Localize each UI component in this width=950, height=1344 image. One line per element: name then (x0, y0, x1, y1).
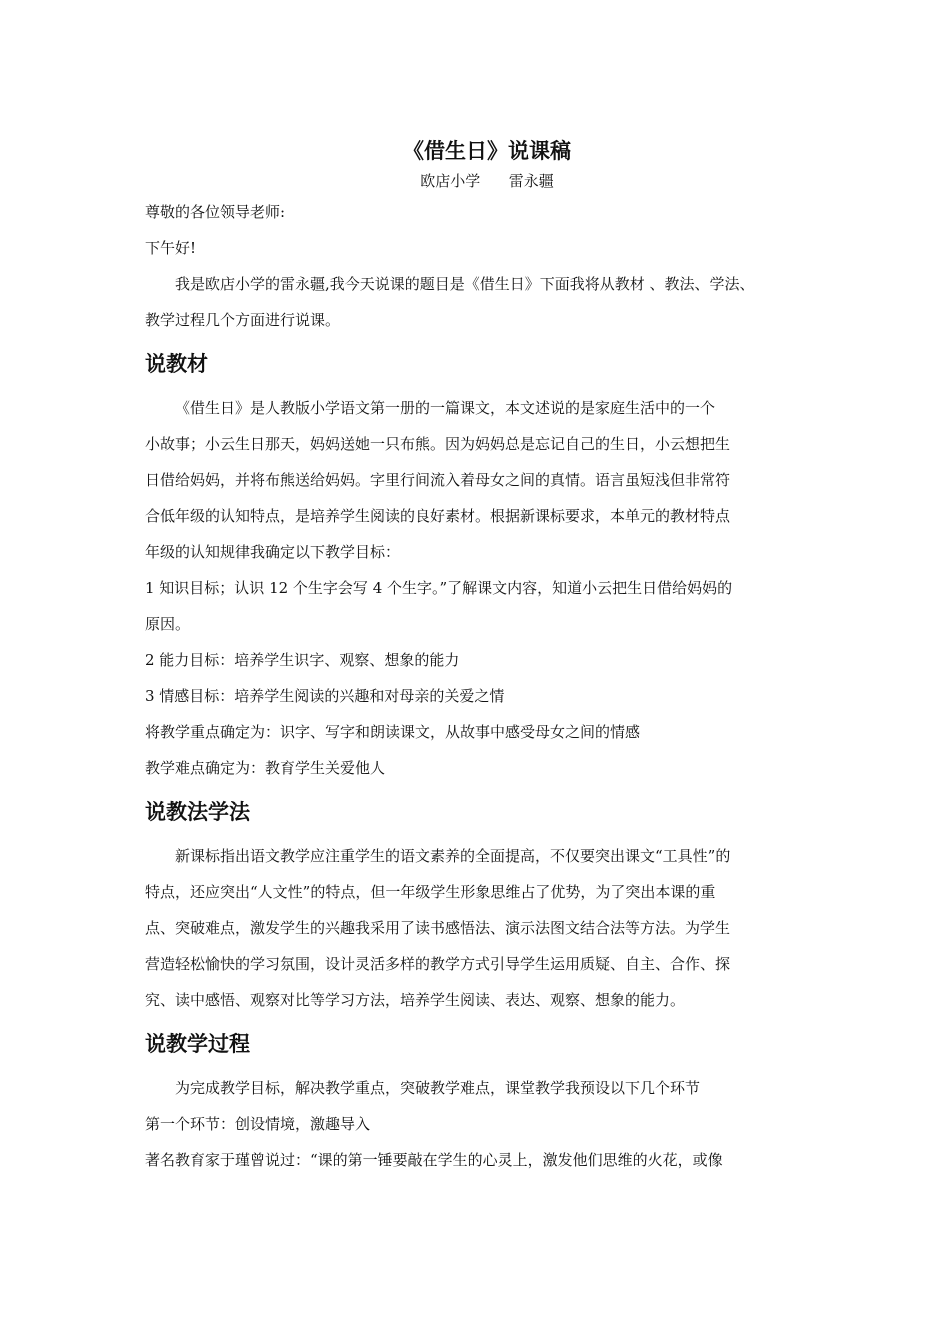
document-byline: 欧店小学 雷永疆 (420, 172, 554, 190)
salutation: 尊敬的各位领导老师: (145, 203, 286, 221)
intro-paragraph-line: 教学过程几个方面进行说课。 (145, 311, 341, 329)
section-line: 为完成教学目标，解决教学重点，突破教学难点，课堂教学我预设以下几个环节 (175, 1079, 701, 1097)
section-line: 特点，还应突出“人文性”的特点，但一年级学生形象思维占了优势，为了突出本课的重 (145, 883, 716, 901)
section-line: 新课标指出语文教学应注重学生的语文素养的全面提高，不仅要突出课文“工具性”的 (175, 847, 731, 865)
document-title: 《借生日》说课稿 (403, 139, 571, 163)
section-heading-process: 说教学过程 (145, 1032, 250, 1056)
objective-knowledge-cont: 原因。 (145, 615, 191, 633)
section-line: 小故事；小云生日那天，妈妈送她一只布熊。因为妈妈总是忘记自己的生日，小云想把生 (145, 435, 731, 453)
section-line: 日借给妈妈，并将布熊送给妈妈。字里行间流入着母女之间的真情。语言虽短浅但非常符 (145, 471, 731, 489)
greeting: 下午好! (145, 239, 197, 257)
section-heading-textbook: 说教材 (145, 352, 208, 376)
section-line: 营造轻松愉快的学习氛围，设计灵活多样的教学方式引导学生运用质疑、自主、合作、探 (145, 955, 731, 973)
section-line: 《借生日》是人教版小学语文第一册的一篇课文，本文述说的是家庭生活中的一个 (175, 399, 716, 417)
document-body (145, 134, 815, 1178)
section-line: 第一个环节：创设情境，激趣导入 (145, 1115, 371, 1133)
section-heading-methods: 说教法学法 (145, 800, 250, 824)
section-line: 合低年级的认知特点，是培养学生阅读的良好素材。根据新课标要求，本单元的教材特点 (145, 507, 731, 525)
section-line: 年级的认知规律我确定以下教学目标： (145, 543, 401, 561)
intro-paragraph-line: 我是欧店小学的雷永疆,我今天说课的题目是《借生日》下面我将从教材 、教法、学法、 (175, 275, 755, 293)
section-line: 究、读中感悟、观察对比等学习方法，培养学生阅读、表达、观察、想象的能力。 (145, 991, 686, 1009)
teaching-focus: 将教学重点确定为：识字、写字和朗读课文，从故事中感受母女之间的情感 (145, 723, 641, 741)
objective-emotion: 3 情感目标：培养学生阅读的兴趣和对母亲的关爱之情 (145, 687, 505, 705)
objective-knowledge: 1 知识目标；认识 12 个生字会写 4 个生字。”了解课文内容，知道小云把生日借给妈妈的 (145, 579, 733, 597)
section-line: 点、突破难点，激发学生的兴趣我采用了读书感悟法、演示法图文结合法等方法。为学生 (145, 919, 731, 937)
teaching-difficulty: 教学难点确定为：教育学生关爱他人 (145, 759, 386, 777)
objective-ability: 2 能力目标：培养学生识字、观察、想象的能力 (145, 651, 460, 669)
section-line: 著名教育家于瑾曾说过：“课的第一锤要敲在学生的心灵上，激发他们思维的火花，或像 (145, 1151, 723, 1169)
